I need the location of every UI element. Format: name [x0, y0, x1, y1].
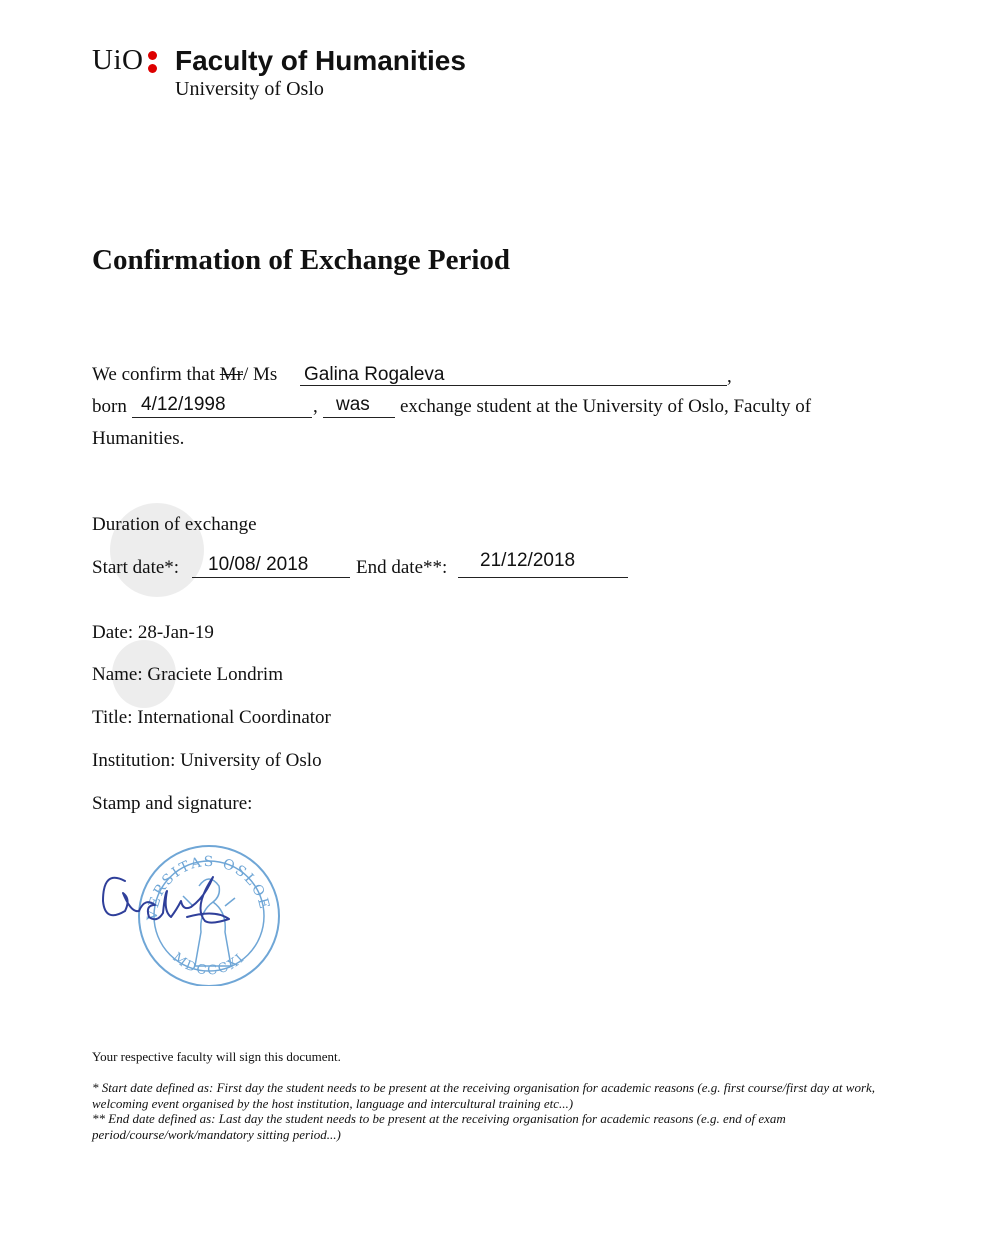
birth-date-underline	[132, 417, 312, 418]
mr-struck: Mr	[219, 364, 243, 385]
start-date-label: Start date*:	[92, 557, 180, 578]
stamp-and-signature	[95, 836, 290, 986]
ms-label: / Ms	[242, 364, 278, 385]
born-label: born	[92, 396, 127, 417]
birth-date: 4/12/1998	[141, 394, 226, 415]
stamp-text-top: VERSITAS OSLOE	[144, 853, 273, 921]
faculty-name: Faculty of Humanities	[175, 45, 466, 76]
signatory-name: Name: Graciete Londrim	[92, 664, 283, 685]
name-comma: ,	[727, 366, 732, 387]
sign-note: Your respective faculty will sign this document.	[92, 1049, 341, 1064]
confirm-suffix: exchange student at the University of Oslo, Faculty of	[400, 396, 812, 417]
confirm-prefix: We confirm that	[92, 364, 215, 385]
svg-text:MDCCCXI	[169, 950, 248, 978]
end-date-label: End date**:	[356, 557, 448, 578]
confirm-line-1	[92, 364, 277, 386]
start-date-underline	[192, 577, 350, 578]
date-line: Date: 28-Jan-19	[92, 622, 214, 643]
university-name: University of Oslo	[175, 78, 324, 100]
status-value: was	[336, 394, 370, 415]
duration-heading: Duration of exchange	[92, 514, 257, 535]
status-underline	[323, 417, 395, 418]
university-stamp-icon	[95, 836, 290, 986]
uio-logo-dots-icon	[148, 51, 160, 77]
signatory-institution: Institution: University of Oslo	[92, 750, 322, 771]
birth-comma: ,	[313, 396, 318, 417]
stamp-text-bottom: MDCCCXI	[169, 950, 249, 979]
footnote-end-date: ** End date defined as: Last day the student needs to be present at the receiving organisation for academic reasons (e.g. end of exam period/course/work/mandatory sitting period...)	[92, 1111, 786, 1142]
uio-logo-text: UiO	[92, 44, 144, 76]
document-title: Confirmation of Exchange Period	[92, 244, 511, 276]
end-date-underline	[458, 577, 628, 578]
signatory-title: Title: International Coordinator	[92, 707, 331, 728]
end-date-value: 21/12/2018	[480, 550, 576, 571]
stamp-signature-label: Stamp and signature:	[92, 793, 253, 814]
footnote-start-date: * Start date defined as: First day the student needs to be present at the receiving organisation for academic reasons (e.g. first course/first day at work, welcoming event organised by the host institution, language and intercultural training etc...)	[92, 1080, 876, 1111]
confirm-suffix-2: Humanities.	[92, 428, 185, 449]
start-date-value: 10/08/ 2018	[208, 554, 309, 575]
student-name: Galina Rogaleva	[304, 364, 445, 385]
